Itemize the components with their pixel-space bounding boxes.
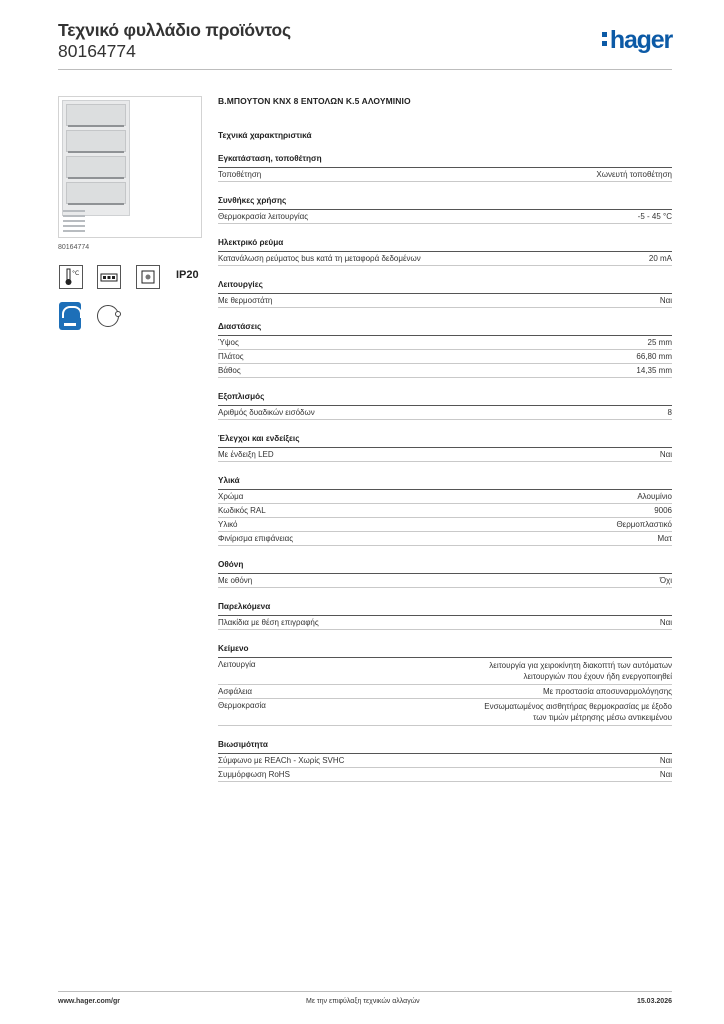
footer-divider bbox=[58, 991, 672, 992]
spec-value: 8 bbox=[667, 408, 672, 417]
spec-value: Αλουμίνιο bbox=[637, 492, 672, 501]
rocker-1 bbox=[66, 104, 126, 126]
section-heading: Κείμενο bbox=[218, 644, 672, 658]
spec-label: Βάθος bbox=[218, 366, 241, 375]
spec-value: 66,80 mm bbox=[636, 352, 672, 361]
spec-label: Τοποθέτηση bbox=[218, 170, 262, 179]
section-heading: Παρελκόμενα bbox=[218, 602, 672, 616]
spec-value: 9006 bbox=[654, 506, 672, 515]
spec-row bbox=[218, 768, 672, 782]
spec-row bbox=[218, 490, 672, 504]
spec-label: Πλακίδια με θέση επιγραφής bbox=[218, 618, 319, 627]
section-heading: Υλικά bbox=[218, 476, 672, 490]
spec-row bbox=[218, 754, 672, 768]
spec-row bbox=[218, 350, 672, 364]
spec-row bbox=[218, 252, 672, 266]
document-title: Τεχνικό φυλλάδιο προϊόντος bbox=[58, 20, 291, 40]
section-heading: Οθόνη bbox=[218, 560, 672, 574]
spec-label: Με οθόνη bbox=[218, 576, 253, 585]
spec-value: Ναι bbox=[659, 618, 672, 627]
footer-notice: Με την επιφύλαξη τεχνικών αλλαγών bbox=[306, 998, 420, 1005]
spec-value: Ναι bbox=[659, 770, 672, 779]
spec-value: Όχι bbox=[659, 576, 672, 585]
hager-logo[interactable] bbox=[602, 26, 672, 55]
product-number: 80164774 bbox=[58, 41, 136, 61]
image-caption: 80164774 bbox=[58, 244, 90, 251]
spec-label: Φινίρισμα επιφάνειας bbox=[218, 534, 294, 543]
ip-rating: IP20 bbox=[176, 269, 199, 281]
spec-value: 25 mm bbox=[647, 338, 672, 347]
spec-value: Θερμοπλαστικό bbox=[616, 520, 672, 529]
spec-heading: Τεχνικά χαρακτηριστικά bbox=[218, 130, 312, 140]
spec-content bbox=[218, 96, 672, 782]
spec-value: Ναι bbox=[659, 450, 672, 459]
spec-row bbox=[218, 504, 672, 518]
spec-row bbox=[218, 699, 672, 726]
spec-value: λειτουργία για χειροκίνητη διακοπτή των αυτόματων λειτουργιών που έχουν ήδη ενεργοποιηθεί bbox=[489, 661, 672, 681]
spec-value: -5 - 45 °C bbox=[637, 212, 672, 221]
section-heading: Ηλεκτρικό ρεύμα bbox=[218, 238, 672, 252]
footer-website-link[interactable]: www.hager.com/gr bbox=[58, 998, 120, 1005]
push-button-illustration bbox=[62, 100, 130, 216]
spec-value: Χωνευτή τοποθέτηση bbox=[596, 170, 672, 179]
spec-row bbox=[218, 448, 672, 462]
spec-label: Ασφάλεια bbox=[218, 687, 253, 696]
spec-row bbox=[218, 406, 672, 420]
spec-value: Ματ bbox=[657, 534, 672, 543]
spec-value: Ναι bbox=[659, 296, 672, 305]
section-heading: Λειτουργίες bbox=[218, 280, 672, 294]
spec-label: Λειτουργία bbox=[218, 660, 256, 669]
footer-date: 15.03.2026 bbox=[636, 998, 672, 1005]
label-strip bbox=[63, 215, 85, 217]
spec-label: Χρώμα bbox=[218, 492, 244, 501]
spec-value: Ναι bbox=[659, 756, 672, 765]
spec-row bbox=[218, 685, 672, 699]
label-strip bbox=[63, 220, 85, 222]
svg-text:°C: °C bbox=[72, 270, 80, 277]
spec-label: Πλάτος bbox=[218, 352, 244, 361]
spec-label: Θερμοκρασία bbox=[218, 701, 266, 710]
knx-icon bbox=[59, 302, 81, 330]
temperature-icon bbox=[59, 265, 83, 289]
rocker-3 bbox=[66, 156, 126, 178]
label-strip bbox=[63, 210, 85, 212]
spec-row bbox=[218, 532, 672, 546]
logo-text: hager bbox=[609, 26, 672, 54]
spec-row bbox=[218, 616, 672, 630]
section-heading: Έλεγχοι και ενδείξεις bbox=[218, 434, 672, 448]
circle-connector-icon bbox=[97, 305, 119, 327]
spec-value: 14,35 mm bbox=[636, 366, 672, 375]
spec-row bbox=[218, 210, 672, 224]
product-image bbox=[58, 96, 202, 238]
sensor-icon bbox=[136, 265, 160, 289]
spec-value: Ενσωματωμένος αισθητήρας θερμοκρασίας με έξοδο των τιμών μέτρησης μέσω αντικειμένου bbox=[484, 702, 672, 722]
spec-sections bbox=[218, 154, 672, 782]
spec-label: Κωδικός RAL bbox=[218, 506, 266, 515]
spec-row bbox=[218, 658, 672, 685]
spec-value: 20 mA bbox=[648, 254, 672, 263]
spec-row bbox=[218, 574, 672, 588]
label-strip bbox=[63, 230, 85, 232]
spec-label: Θερμοκρασία λειτουργίας bbox=[218, 212, 309, 221]
spec-label: Αριθμός δυαδικών εισόδων bbox=[218, 408, 315, 417]
header-divider bbox=[58, 69, 672, 70]
rocker-4 bbox=[66, 182, 126, 204]
section-heading: Συνθήκες χρήσης bbox=[218, 196, 672, 210]
page-header bbox=[58, 20, 672, 70]
spec-label: Σύμφωνο με REACh - Χωρίς SVHC bbox=[218, 756, 345, 765]
product-title: Β.ΜΠΟΥΤΟΝ KNX 8 ΕΝΤΟΛΩΝ Κ.5 ΑΛΟΥΜΙΝΙΟ bbox=[218, 96, 411, 106]
spec-label: Ύψος bbox=[218, 338, 239, 347]
spec-label: Υλικό bbox=[218, 520, 238, 529]
display-icon bbox=[97, 265, 121, 289]
label-strip bbox=[63, 225, 85, 227]
section-heading: Εγκατάσταση, τοποθέτηση bbox=[218, 154, 672, 168]
section-heading: Εξοπλισμός bbox=[218, 392, 672, 406]
spec-label: Συμμόρφωση RoHS bbox=[218, 770, 290, 779]
spec-label: Με ένδειξη LED bbox=[218, 450, 274, 459]
spec-row bbox=[218, 168, 672, 182]
spec-row bbox=[218, 294, 672, 308]
rocker-2 bbox=[66, 130, 126, 152]
spec-label: Κατανάλωση ρεύματος bus κατά τη μεταφορά δεδομένων bbox=[218, 254, 421, 263]
spec-row bbox=[218, 518, 672, 532]
spec-value: Με προστασία αποσυναρμολόγησης bbox=[542, 687, 672, 696]
section-heading: Βιωσιμότητα bbox=[218, 740, 672, 754]
spec-row bbox=[218, 364, 672, 378]
logo-mark-icon bbox=[602, 26, 607, 50]
spec-label: Με θερμοστάτη bbox=[218, 296, 273, 305]
spec-row bbox=[218, 336, 672, 350]
section-heading: Διαστάσεις bbox=[218, 322, 672, 336]
